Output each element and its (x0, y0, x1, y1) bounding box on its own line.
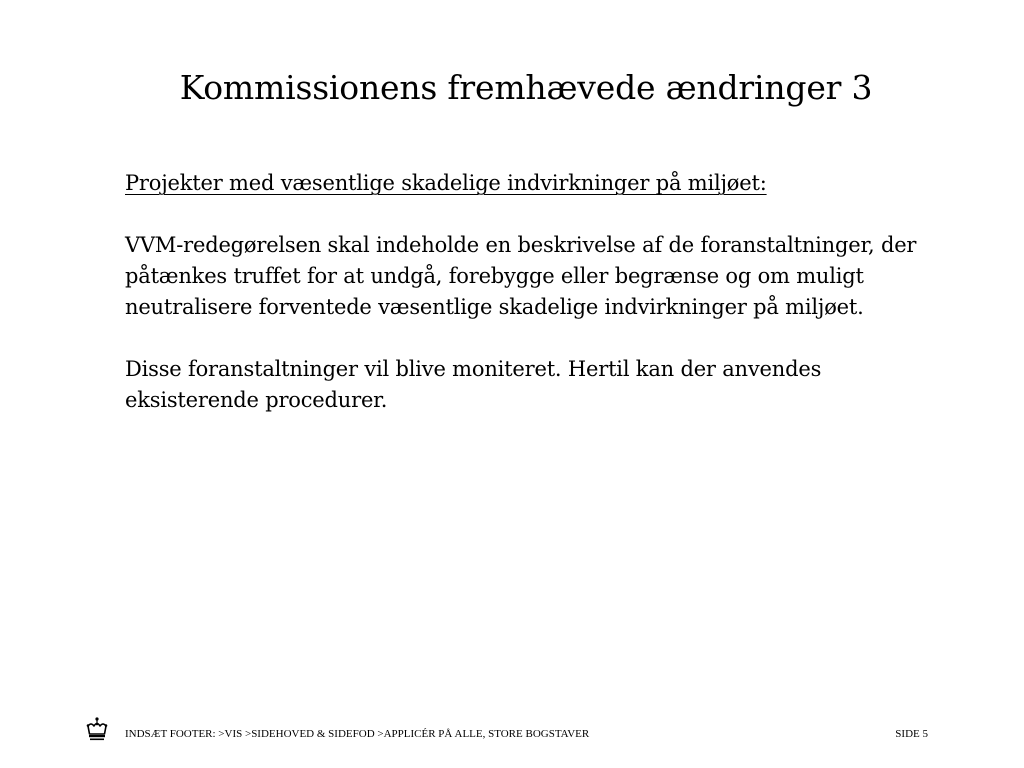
spacer (125, 199, 945, 230)
crown-icon (84, 716, 110, 742)
slide-body (125, 168, 945, 416)
footer-text: INDSÆT FOOTER: >VIS >SIDEHOVED & SIDEFOD >APPLICÉR PÅ ALLE, STORE BOGSTAVER (125, 728, 590, 740)
section-heading: Projekter med væsentlige skadelige indvirkninger på miljøet: (125, 171, 767, 195)
body-paragraph-2: Disse foranstaltninger vil blive moniteret. Hertil kan der anvendes eksisterende procedurer. (125, 357, 822, 412)
spacer (125, 323, 945, 354)
slide-title: Kommissionens fremhævede ændringer 3 (179, 68, 873, 107)
page-number: SIDE 5 (895, 728, 928, 740)
body-paragraph-1: VVM-redegørelsen skal indeholde en beskrivelse af de foranstaltninger, der påtænkes truffet for at undgå, forebygge eller begrænse og om muligt neutralisere forventede væsentlige skadelige indvirkninger på miljøet. (125, 233, 917, 319)
slide-footer (0, 716, 1024, 752)
